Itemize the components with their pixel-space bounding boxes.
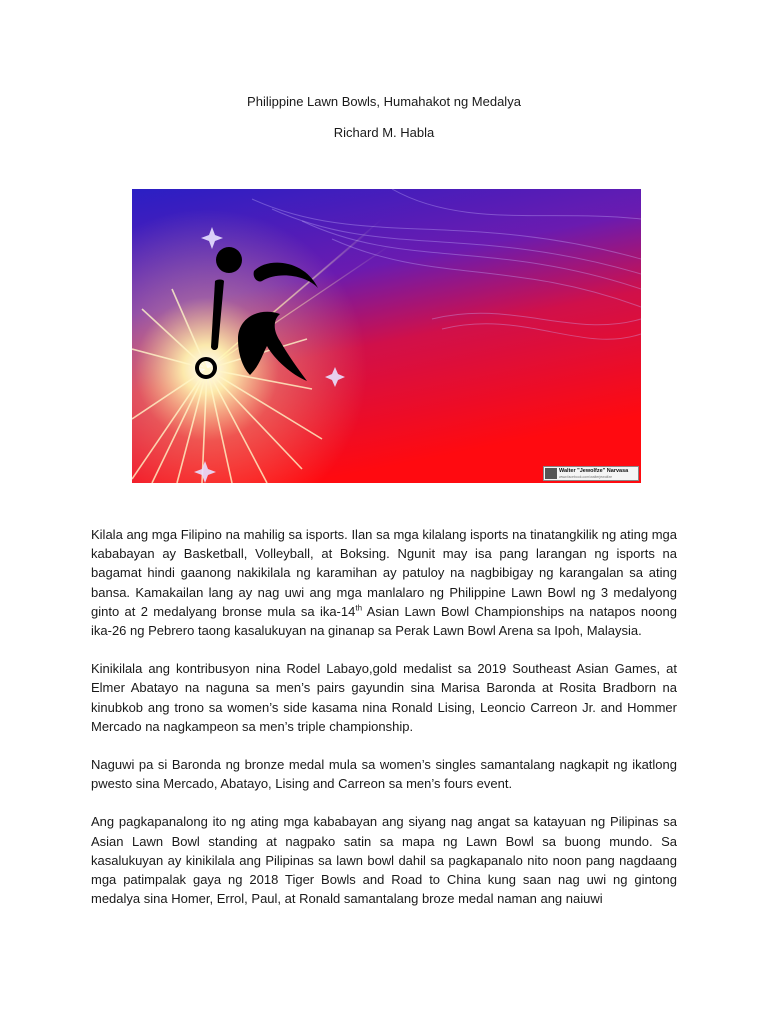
- article-body: [91, 525, 677, 927]
- author-name: Richard M. Habla: [333, 125, 435, 140]
- paragraph-3: Naguwi pa si Baronda ng bronze medal mula sa women’s singles samantalang nagkapit ng ikatlong pwesto sina Mercado, Abatayo, Lising and Carreon sa men’s fours event.: [91, 757, 677, 792]
- document-title: Philippine Lawn Bowls, Humahakot ng Medalya: [247, 94, 521, 109]
- paragraph-2: Kinikilala ang kontribusyon nina Rodel Labayo,gold medalist sa 2019 Southeast Asian Games, at Elmer Abatayo na naguna sa men’s pairs gayundin sina Marisa Baronda at Rosita Bradborn na kinubkob ang trono sa women’s side kasama nina Ronald Lising, Leoncio Carreon Jr. and Hommer Mercado na nagkampeon sa men’s triple championship.: [91, 661, 677, 734]
- banner-image: [132, 189, 641, 483]
- credit-thumbnail: [545, 468, 557, 479]
- paragraph-1: [91, 525, 677, 640]
- ordinal-superscript: th: [355, 603, 363, 613]
- paragraph-4: Ang pagkapanalong ito ng ating mga kababayan ang siyang nag angat sa katayuan ng Pilipinas sa Asian Lawn Bowl standing at nagpako satin sa mapa ng Lawn Bowl sa buong mundo. Sa kasalukuyan ay kinikilala ang Pilipinas sa lawn bowl dahil sa pagkapanalo nito noon pang nagdaang mga patimpalak gaya ng 2018 Tiger Bowls and Road to China kung saan nag uwi ng gintong medalya sina Homer, Errol, Paul, at Ronald samantalang broze medal naman ang naiuwi: [91, 814, 677, 907]
- credit-name: Walter "Jewolfze" Narvasa: [559, 467, 629, 474]
- banner-graphic: [132, 189, 641, 483]
- paragraph-1-part-a: Kilala ang mga Filipino na mahilig sa isports. Ilan sa mga kilalang isports na tinatangkilik ng ating mga kababayan ay Basketball, Volleyball, at Boksing. Ngunit may isa pang larangan ng isports na bagamat hindi gaanong nakikilala ng karamihan ay patuloy na nagbibigay ng karangalan sa ating bansa. Kamakailan lang ay nag uwi ang mga manlalaro ng Philippine Lawn Bowl ng 3 medalyong ginto at 2 medalyang bronse mula sa ika-14: [91, 527, 677, 619]
- credit-subtext: www.facebook.com/walterjewolfze: [559, 474, 613, 479]
- photo-credit-label: [543, 466, 639, 481]
- paragraph-1-part-b: Asian Lawn Bowl Championships na natapos noong ika-26 ng Pebrero taong kasalukuyan na ginanap sa Perak Lawn Bowl Arena sa Ipoh, Malaysia.: [91, 603, 677, 639]
